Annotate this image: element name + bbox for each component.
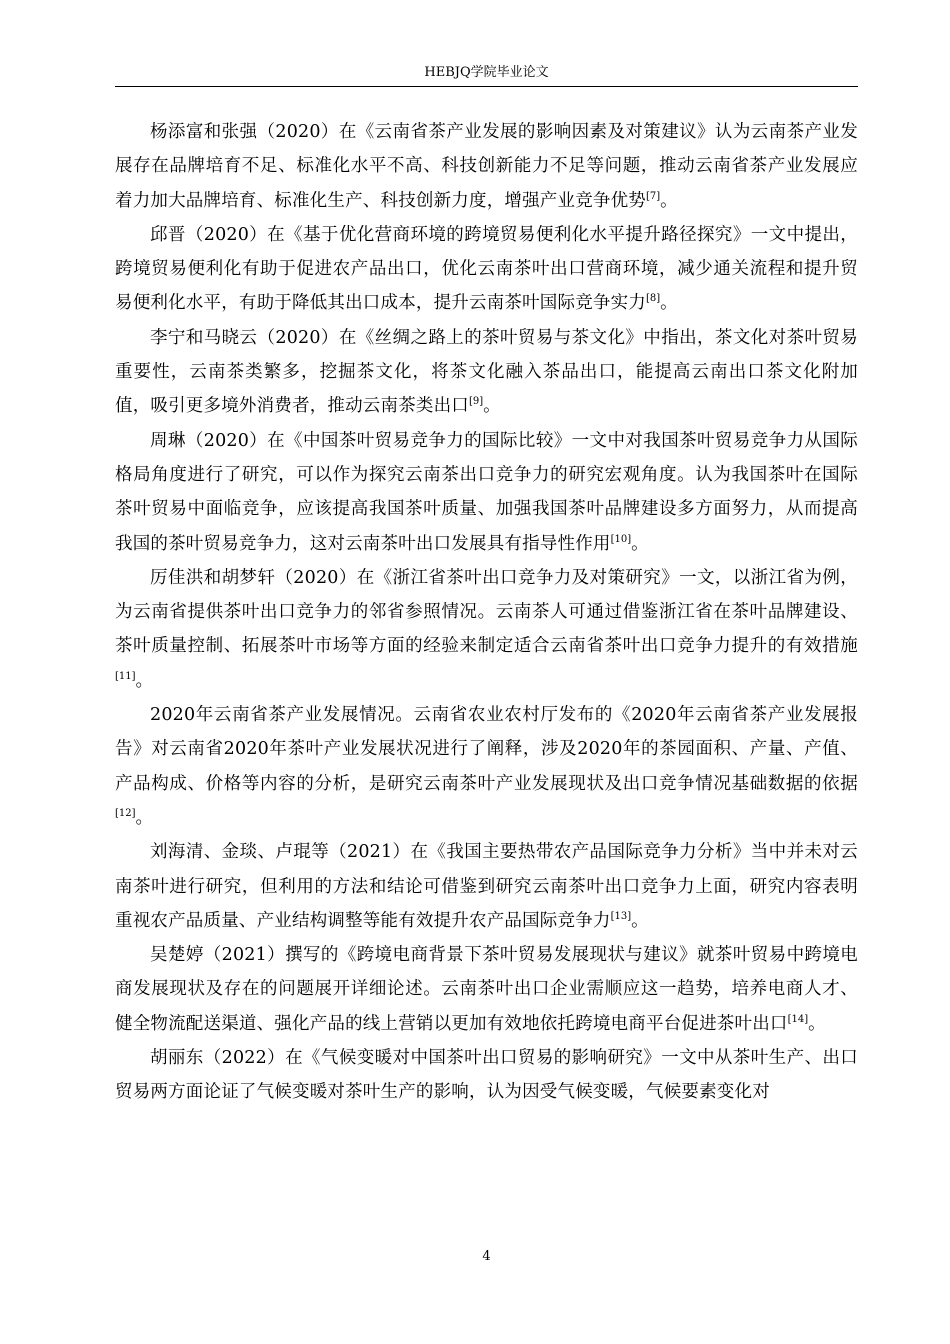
paragraph-text: 周琳（2020）在《中国茶叶贸易竞争力的国际比较》一文中对我国茶叶贸易竞争力从国际格局角度进行了研究，可以作为探究云南茶出口竞争力的研究宏观角度。认为我国茶叶在国际茶叶贸易中面临竞争，应该提高我国茶叶质量、加强我国茶叶品牌建设多方面努力，从而提高我国的茶叶贸易竞争力，这对云南茶叶出口发展具有指导性作用 <box>115 430 858 554</box>
paragraph-text: 杨添富和张强（2020）在《云南省茶产业发展的影响因素及对策建议》认为云南茶产业发展存在品牌培育不足、标准化水平不高、科技创新能力不足等问题，推动云南省茶产业发展应着力加大品牌培育、标准化生产、科技创新力度，增强产业竞争优势 <box>115 122 858 211</box>
paragraph-text: 邱晋（2020）在《基于优化营商环境的跨境贸易便利化水平提升路径探究》一文中提出，跨境贸易便利化有助于促进农产品出口，优化云南茶叶出口营商环境，减少通关流程和提升贸易便利化水平，有助于降低其出口成本，提升云南茶叶国际竞争实力 <box>115 224 858 314</box>
paragraph <box>115 561 858 698</box>
paragraph-tail: 。 <box>631 533 649 554</box>
paragraph-tail: 。 <box>660 190 678 211</box>
paragraph-text: 厉佳洪和胡梦轩（2020）在《浙江省茶叶出口竞争力及对策研究》一文，以浙江省为例，为云南省提供茶叶出口竞争力的邻省参照情况。云南茶人可通过借鉴浙江省在茶叶品牌建设、茶叶质量控制、拓展茶叶市场等方面的经验来制定适合云南省茶叶出口竞争力提升的有效措施 <box>115 567 858 657</box>
paragraph <box>115 938 858 1041</box>
page-number: 4 <box>482 1249 491 1264</box>
paragraph-tail: 。 <box>808 1013 826 1034</box>
citation-ref: [13] <box>610 910 632 922</box>
paragraph-tail: 。 <box>631 910 649 931</box>
paragraph <box>115 835 858 938</box>
citation-ref: [8] <box>646 293 661 305</box>
paragraph <box>115 321 858 424</box>
paragraph <box>115 115 858 218</box>
paragraph-text: 胡丽东（2022）在《气候变暖对中国茶叶出口贸易的影响研究》一文中从茶叶生产、出口贸易两方面论证了气候变暖对茶叶生产的影响，认为因受气候变暖，气候要素变化对 <box>115 1048 858 1103</box>
citation-ref: [12] <box>115 807 136 819</box>
paragraph-tail: 。 <box>483 396 501 417</box>
page-header: HEBJQ学院毕业论文 <box>424 65 549 80</box>
citation-ref: [9] <box>469 396 484 408</box>
header-divider <box>115 86 858 87</box>
citation-ref: [11] <box>115 670 136 682</box>
paragraph <box>115 424 858 561</box>
paragraph-tail: 。 <box>135 670 154 691</box>
paragraph <box>115 218 858 321</box>
paragraph <box>115 1041 858 1110</box>
citation-ref: [10] <box>610 533 632 545</box>
paragraph-text: 2020年云南省茶产业发展情况。云南省农业农村厅发布的《2020年云南省茶产业发展报告》对云南省2020年茶叶产业发展状况进行了阐释，涉及2020年的茶园面积、产量、产值、产品构成、价格等内容的分析，是研究云南茶叶产业发展现状及出口竞争情况基础数据的依据 <box>115 705 858 794</box>
paragraph <box>115 698 858 835</box>
citation-ref: [7] <box>646 190 661 202</box>
paragraph-tail: 。 <box>135 807 154 828</box>
body-text <box>115 115 858 1110</box>
citation-ref: [14] <box>787 1013 809 1025</box>
paragraph-text: 刘海清、金琰、卢琨等（2021）在《我国主要热带农产品国际竞争力分析》当中并未对云南茶叶进行研究，但利用的方法和结论可借鉴到研究云南茶叶出口竞争力上面，研究内容表明重视农产品质量、产业结构调整等能有效提升农产品国际竞争力 <box>115 842 858 931</box>
paragraph-tail: 。 <box>660 293 678 314</box>
paragraph-text: 李宁和马晓云（2020）在《丝绸之路上的茶叶贸易与茶文化》中指出，茶文化对茶叶贸易重要性，云南茶类繁多，挖掘茶文化，将茶文化融入茶品出口，能提高云南出口茶文化附加值，吸引更多境外消费者，推动云南茶类出口 <box>115 327 858 417</box>
paragraph-text: 吴楚婷（2021）撰写的《跨境电商背景下茶叶贸易发展现状与建议》就茶叶贸易中跨境电商发展现状及存在的问题展开详细论述。云南茶叶出口企业需顺应这一趋势，培养电商人才、健全物流配送渠道、强化产品的线上营销以更加有效地依托跨境电商平台促进茶叶出口 <box>115 945 858 1034</box>
